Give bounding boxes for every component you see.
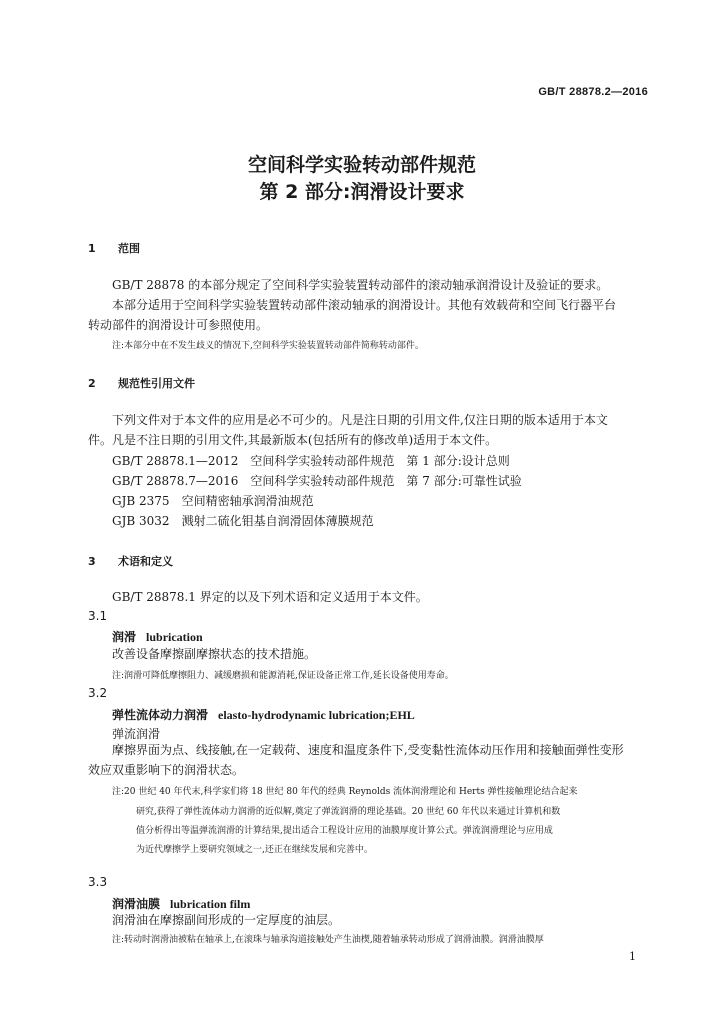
standard-number: GB/T 28878.2—2016 (538, 86, 648, 98)
note: 注:20 世纪 40 年代末,科学家们将 18 世纪 80 年代的经典 Reynolds 流体润滑理论和 Herts 弹性接触理论结合起来 (112, 787, 578, 797)
document-subtitle: 第 2 部分:润滑设计要求 (259, 181, 465, 203)
note: 值分析得出等温弹流润滑的计算结果,提出适合工程设计应用的油膜厚度计算公式。弹流润滑理论与应用成 (136, 826, 553, 836)
paragraph: GB/T 28878.1 界定的以及下列术语和定义适用于本文件。 (112, 590, 428, 604)
section-number: 2 (88, 377, 96, 390)
definition: 改善设备摩擦副摩擦状态的技术措施。 (112, 647, 317, 661)
clause-number: 3.2 (88, 686, 108, 700)
section-1-heading (88, 240, 140, 256)
definition: 摩擦界面为点、线接触,在一定载荷、速度和温度条件下,受变黏性流体动压作用和接触面弹性变形 (112, 743, 624, 757)
term-cn: 润滑油膜 (112, 897, 161, 911)
note: 为近代摩擦学上要研究领域之一,还正在继续发展和完善中。 (136, 845, 373, 855)
definition: 效应双重影响下的润滑状态。 (88, 763, 245, 777)
note: 注:润滑可降低摩擦阻力、减缓磨损和能源消耗,保证设备正常工作,延长设备使用寿命。 (112, 671, 454, 681)
section-2-heading (88, 375, 195, 391)
reference-item: GB/T 28878.7—2016 空间科学实验转动部件规范 第 7 部分:可靠性试验 (112, 474, 522, 488)
paragraph: 本部分适用于空间科学实验装置转动部件滚动轴承的润滑设计。其他有效载荷和空间飞行器平台 (112, 298, 617, 312)
section-title: 范围 (118, 242, 140, 255)
term-entry (112, 706, 415, 723)
paragraph: GB/T 28878 的本部分规定了空间科学实验装置转动部件的滚动轴承润滑设计及验证的要求。 (112, 278, 609, 292)
clause-number: 3.1 (88, 609, 108, 623)
page-number: 1 (629, 950, 636, 963)
paragraph: 转动部件的润滑设计可参照使用。 (88, 318, 269, 332)
reference-item: GB/T 28878.1—2012 空间科学实验转动部件规范 第 1 部分:设计总则 (112, 454, 510, 468)
note: 研究,获得了弹性流体动力润滑的近似解,奠定了弹流润滑的理论基础。20 世纪 60 年代以来通过计算机和数 (136, 807, 561, 817)
paragraph: 件。凡是不注日期的引用文件,其最新版本(包括所有的修改单)适用于本文件。 (88, 433, 498, 447)
definition: 润滑油在摩擦副间形成的一定厚度的油层。 (112, 913, 341, 927)
reference-item: GJB 2375 空间精密轴承润滑油规范 (112, 494, 314, 508)
term-en: lubrication (146, 630, 203, 644)
term-synonym: 弹流润滑 (112, 727, 161, 741)
paragraph: 下列文件对于本文件的应用是必不可少的。凡是注日期的引用文件,仅注日期的版本适用于本文 (112, 413, 608, 427)
term-cn: 润滑 (112, 630, 137, 644)
section-number: 1 (88, 242, 96, 255)
section-title: 术语和定义 (118, 555, 173, 568)
reference-item: GJB 3032 溅射二硫化钼基自润滑固体薄膜规范 (112, 514, 374, 528)
term-en: lubrication film (170, 897, 251, 911)
document-title: 空间科学实验转动部件规范 (247, 154, 476, 176)
note: 注:转动时润滑油被粘在轴承上,在滚珠与轴承沟道接触处产生油楔,随着轴承转动形成了润滑油膜。润滑油膜厚 (112, 935, 544, 945)
note: 注:本部分中在不发生歧义的情况下,空间科学实验装置转动部件简称转动部件。 (112, 341, 424, 351)
term-entry (112, 628, 203, 645)
section-3-heading (88, 553, 173, 569)
term-cn: 弹性流体动力润滑 (112, 708, 209, 722)
section-title: 规范性引用文件 (118, 377, 195, 390)
clause-number: 3.3 (88, 875, 108, 889)
term-en: elasto-hydrodynamic lubrication;EHL (218, 708, 415, 722)
section-number: 3 (88, 555, 96, 568)
